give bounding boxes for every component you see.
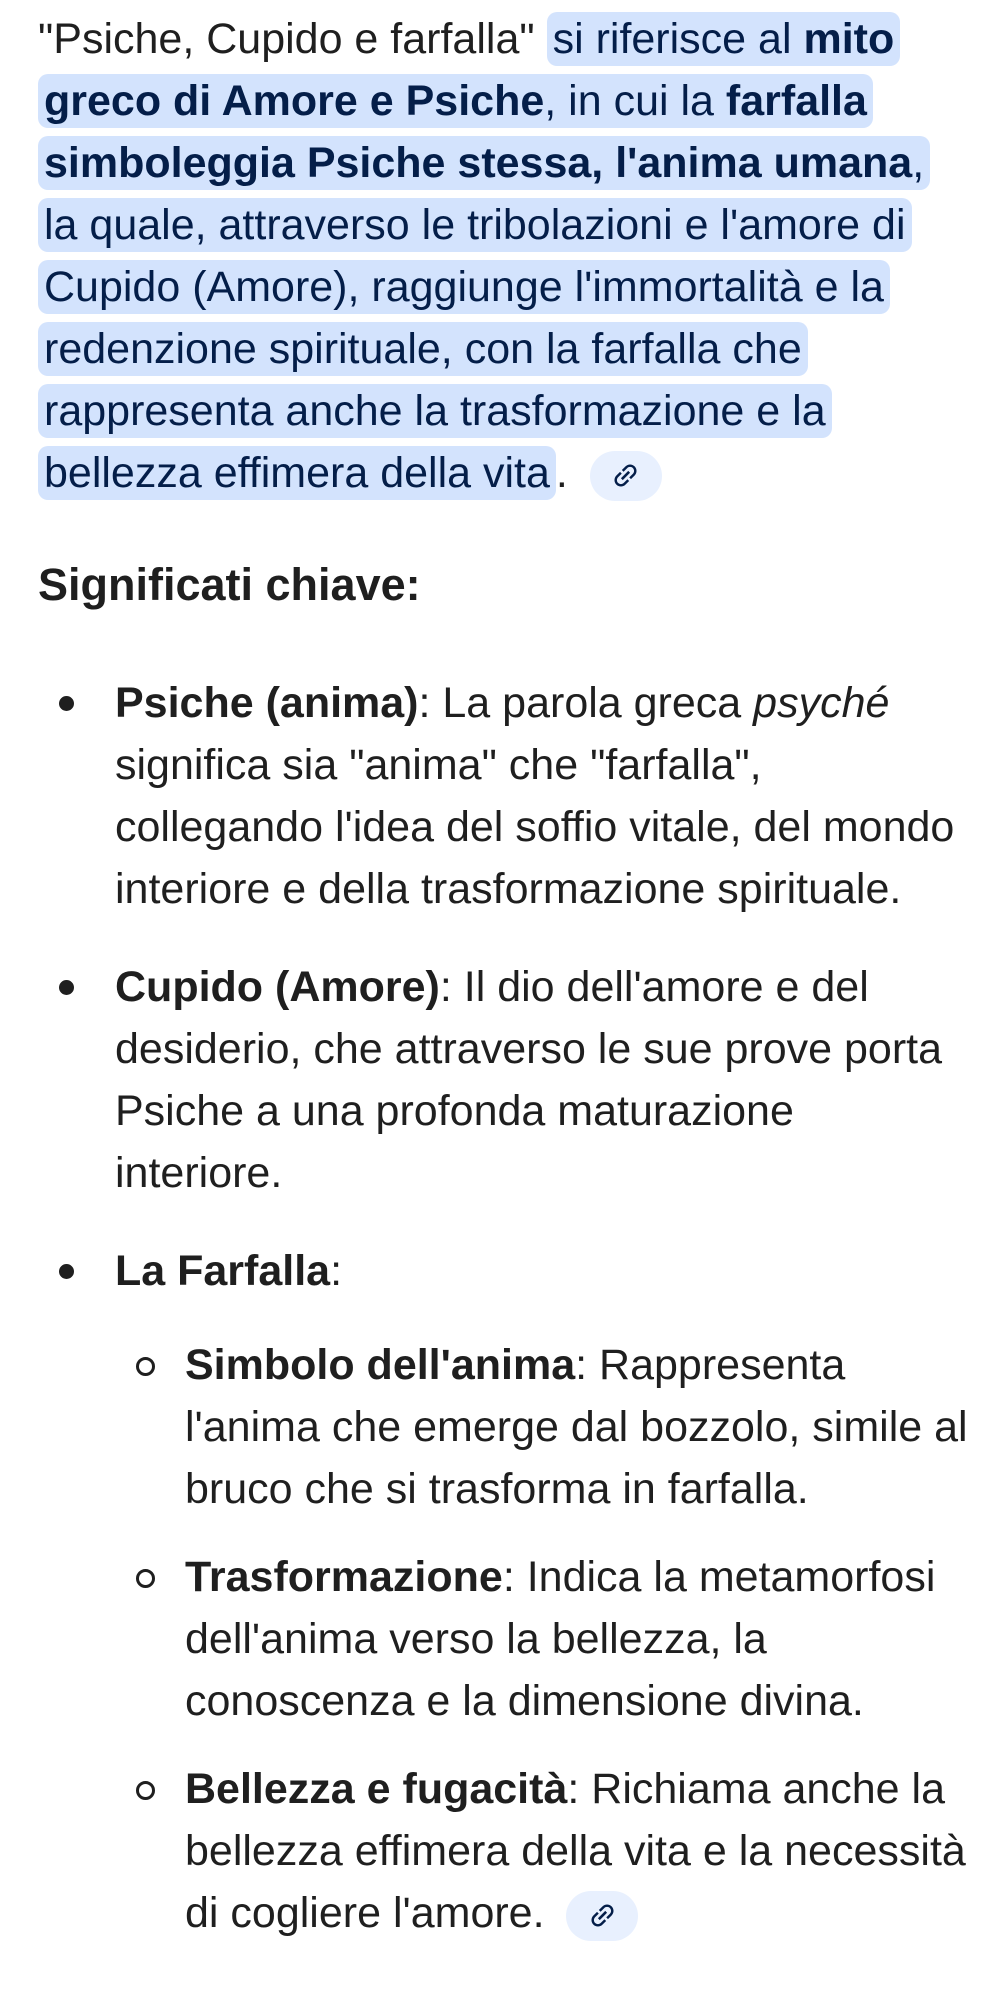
- section-heading: Significati chiave:: [38, 559, 421, 610]
- term-italic: psyché: [753, 679, 890, 727]
- highlight-bold-text: farfalla simboleggia Psiche stessa, l'anima umana: [44, 77, 913, 187]
- term-text: : Richiama anche la bellezza effimera della vita e la necessità di cogliere l'amore.: [185, 1765, 966, 1937]
- term-text: : Rappresenta l'anima che emerge dal bozzolo, simile al bruco che si trasforma in farfalla.: [185, 1341, 968, 1513]
- sublist-item-trasformazione: [115, 1546, 968, 1732]
- link-icon: [587, 1900, 618, 1931]
- highlight-text: si riferisce al: [552, 15, 804, 63]
- term-bold: La Farfalla: [115, 1247, 331, 1295]
- list-item-cupido: [38, 956, 968, 1204]
- sublist-item-bellezza: [115, 1758, 968, 1944]
- key-meanings-list: [38, 672, 968, 1944]
- term-bold: Simbolo dell'anima: [185, 1341, 576, 1389]
- term-text: :: [330, 1247, 343, 1295]
- intro-plain-prefix: "Psiche, Cupido e farfalla": [38, 15, 547, 63]
- farfalla-sublist: [115, 1334, 968, 1944]
- citation-link-button[interactable]: [590, 451, 662, 501]
- term-text: : Indica la metamorfosi dell'anima verso la bellezza, la conoscenza e la dimensione divina.: [185, 1553, 936, 1725]
- term-bold: Bellezza e fugacità: [185, 1765, 568, 1813]
- term-text: : Il dio dell'amore e del desiderio, che attraverso le sue prove porta Psiche a una profonda maturazione interiore.: [115, 963, 943, 1197]
- highlight-bold-text: mito greco di Amore e Psiche: [44, 15, 895, 125]
- list-item-farfalla: [38, 1240, 968, 1944]
- highlight-text: , in cui la: [544, 77, 726, 125]
- citation-link-button[interactable]: [566, 1891, 638, 1941]
- term-bold: Trasformazione: [185, 1553, 503, 1601]
- link-icon: [610, 460, 641, 491]
- sublist-item-simbolo: [115, 1334, 968, 1520]
- highlighted-citation[interactable]: [38, 12, 930, 500]
- intro-paragraph: [38, 8, 968, 504]
- term-bold: Cupido (Amore): [115, 963, 440, 1011]
- highlight-text: , la quale, attraverso le tribolazioni e l'amore di Cupido (Amore), raggiunge l'immortalità e la redenzione spirituale, con la farfalla che rappresenta anche la trasformazione e la bellezza effimera della vita: [44, 139, 925, 497]
- intro-plain-suffix: .: [555, 449, 580, 497]
- term-bold: Psiche (anima): [115, 679, 419, 727]
- term-text: significa sia "anima" che "farfalla", collegando l'idea del soffio vitale, del mondo interiore e della trasformazione spirituale.: [115, 741, 955, 913]
- term-text: : La parola greca: [418, 679, 754, 727]
- list-item-psiche: [38, 672, 968, 920]
